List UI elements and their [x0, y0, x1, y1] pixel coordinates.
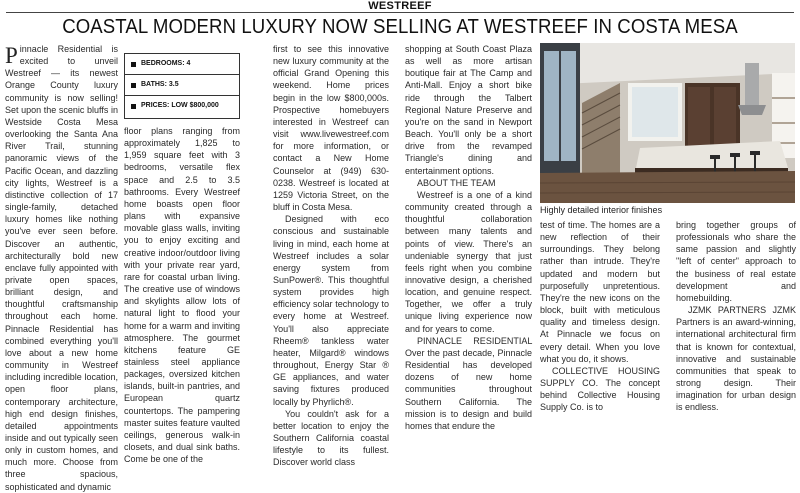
- section-rule: [6, 12, 794, 13]
- col4-heading-1: ABOUT THE TEAM: [417, 177, 496, 188]
- drop-cap: P: [5, 43, 18, 68]
- spec-prices: PRICES: LOW $800,000: [125, 96, 239, 116]
- col4-paragraph-1: shopping at South Coast Plaza as well as more artisan boutique fair at The Camp and Anti-Mall. Enjoy a short bike ride through the Talbert Regional Nature Preserve and you're on the sand in Newport Beach. You'll only be a short drive from the revamped Triangle's dining and entertainment options.: [405, 44, 532, 176]
- column-3: [273, 43, 389, 468]
- column-6: [676, 219, 796, 413]
- col4-heading-2: PINNACLE RESIDENTIAL: [417, 335, 532, 346]
- bullet-icon: [131, 83, 136, 88]
- headline: COASTAL MODERN LUXURY NOW SELLING AT WESTREEF IN COSTA MESA: [62, 16, 738, 38]
- col6-paragraph-1: bring together groups of professionals who share the same passion and slightly "left of center" approach to the business of real estate development and homebuilding.: [676, 220, 796, 303]
- column-5: [540, 219, 661, 413]
- col1-paragraph: Pinnacle Residential is excited to unveil Westreef — its newest Orange County luxury community is now selling! Set upon the scenic bluffs in Westside Costa Mesa overlooking the Santa Ana River Trail, stunning panoramic views of the Pacific Ocean, and dazzling city lights, Westreef is a distinctive collection of 17 single-family, detached luxury homes like nothing you've ever seen before. Discover an authentic, architecturally bold new enclave fully appointed with private open spaces, brilliant design, and thoughtful craftsmanship throughout each home. Pinnacle Residential has combined everything you'll love about a new home community in Westreef including incredible location, open floor plans, contemporary architecture, high end design finishes, detailed appointments inside and out typically seen only in custom homes, and much more. Choose from three spacious, sophisticated and dynamic: [5, 43, 118, 492]
- column-1: [5, 43, 118, 492]
- col4-paragraph-2: Westreef is a one of a kind community created through a thoughtful collaboration between many talents and points of view. There's an undeniable synergy that just feels right when you combine innovative design, a cherished location, and genuine respect. Together, we offer a truly unique living experience now and for years to come.: [405, 189, 532, 334]
- bullet-icon: [131, 104, 136, 109]
- spec-box: [124, 53, 240, 119]
- kitchen-interior-image: [540, 43, 795, 203]
- col2-paragraph: floor plans ranging from approximately 1,825 to 1,959 square feet with 3 bedrooms, versatile flex space and 2.5 to 3.5 bathrooms. Every Westreef home boasts open floor plans with expansive movable glass walls, inviting you to enjoy exciting and creative indoor/outdoor living with your private rear yard, rare for coastal urban living. The creative use of windows and skylights allow lots of natural light to flood your home for a warm and inviting atmosphere. The gourmet kitchens feature GE stainless steel appliance packages, oversized kitchen islands, built-in pantries, and European quartz countertops. The pampering master suites feature vaulted ceilings, generous walk-in closets, and dual sink baths. Come be one of the: [124, 126, 240, 465]
- col5-heading-1: COLLECTIVE HOUSING SUPPLY CO.: [540, 365, 660, 389]
- bullet-icon: [131, 62, 136, 67]
- column-4: [405, 43, 532, 431]
- col5-paragraph-2: COLLECTIVE HOUSING SUPPLY CO. The concept behind Collective Housing Supply Co. is to: [540, 365, 661, 413]
- col5-paragraph-1: test of time. The homes are a new reflection of their surroundings. They belong rather than intrude. They're updated and modern but purposefully unpretentious. They're the new icons on the block, built with meticulous quality and timeless design. At Pinnacle we focus on every detail. When you love what you do, it shows.: [540, 220, 660, 364]
- col6-heading-1: JZMK PARTNERS: [688, 305, 767, 316]
- section-tag: WESTREEF: [368, 0, 432, 12]
- col3-paragraph-1: first to see this innovative new luxury community at the official Grand Opening this weekend. Home prices begin in the low $800,000s. Prospective homebuyers interested in Westreef can visit www.livewestreef.com for more information, or contact a New Home Counselor at (949) 630-0238. Westreef is located at 1259 Victoria Street, on the bluff in Costa Mesa.: [273, 44, 389, 213]
- spec-baths: BATHS: 3.5: [125, 75, 239, 96]
- spec-bedrooms: BEDROOMS: 4: [125, 54, 239, 75]
- photo-caption: Highly detailed interior finishes: [540, 205, 663, 215]
- interior-photo: [540, 43, 795, 203]
- col6-paragraph-2: JZMK PARTNERS JZMK Partners is an award-winning, international architectural firm that is known for contextual, innovative and sustainable communities that speak to strong design. Their imagination for urban design is endless.: [676, 305, 796, 413]
- col3-paragraph-3: You couldn't ask for a better location to enjoy the Southern California coastal lifestyle to its fullest. Discover world class: [273, 408, 389, 468]
- column-2: [124, 125, 240, 465]
- col4-paragraph-3: PINNACLE RESIDENTIAL Over the past decade, Pinnacle Residential has developed dozens of new home communities throughout Southern California. The mission is to design and build homes that endure the: [405, 335, 532, 431]
- col3-paragraph-2: Designed with eco conscious and sustainable living in mind, each home at Westreef includes a solar energy system from SunPower®. This thoughtful system provides high efficiency solar technology to every home at Westreef. You'll also appreciate Rheem® tankless water heater, Milgard® windows throughout, Energy Star ® GE appliances, and water saving fixtures produced locally by Phyrlich®.: [273, 214, 389, 407]
